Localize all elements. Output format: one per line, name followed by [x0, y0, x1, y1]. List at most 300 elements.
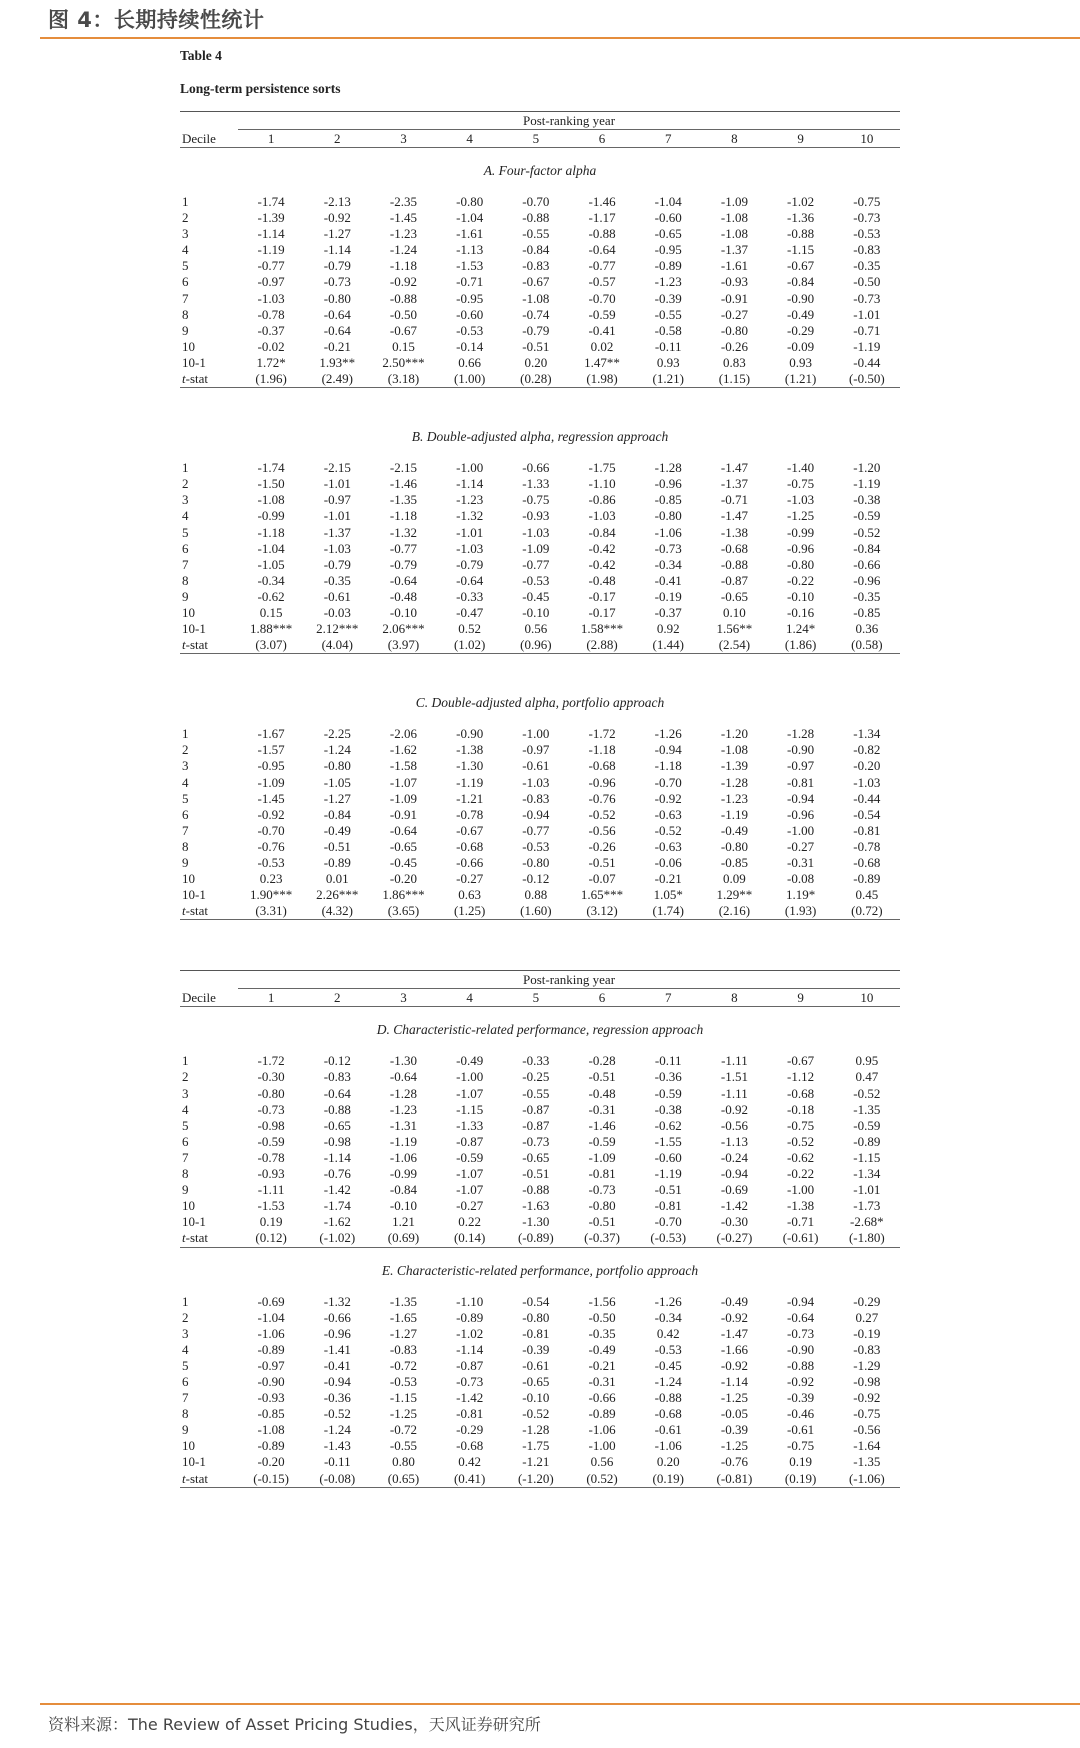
table-cell: -0.63	[654, 806, 682, 822]
table-cell: -1.23	[389, 1101, 418, 1117]
table-row	[180, 307, 900, 323]
table-cell: (0.14)	[437, 1230, 503, 1247]
table-cell: -0.85	[853, 604, 881, 620]
table-cell: -0.93	[720, 274, 748, 290]
table-cell: -0.52	[654, 822, 682, 838]
table-cell: -1.18	[389, 508, 418, 524]
table-cell: 2.50***	[382, 354, 425, 370]
table-cell: (-0.81)	[701, 1471, 767, 1488]
table-cell: -1.46	[389, 476, 418, 492]
table-cell: -0.61	[323, 588, 351, 604]
table-cell: (-0.08)	[304, 1471, 370, 1488]
table-cell: -0.60	[654, 1149, 682, 1165]
row-label: 3	[182, 1325, 189, 1341]
table-cell: (1.25)	[437, 903, 503, 920]
table-cell: -0.49	[588, 1341, 616, 1357]
table-cell: -0.51	[654, 1182, 682, 1198]
table-cell: -0.99	[389, 1166, 418, 1182]
table-cell: -1.07	[456, 1085, 484, 1101]
table-cell: -0.88	[389, 290, 418, 306]
table-cell: -0.55	[389, 1438, 418, 1454]
table-cell: -0.94	[787, 790, 815, 806]
table-cell: 0.15	[392, 338, 415, 354]
table-cell: -0.65	[720, 588, 748, 604]
table-row	[180, 291, 900, 307]
table-cell: (-0.37)	[569, 1230, 635, 1247]
table-row	[180, 541, 900, 557]
table-cell: -1.39	[257, 210, 285, 226]
table-cell: -0.55	[654, 306, 682, 322]
table-cell: -1.08	[257, 492, 285, 508]
table-row	[180, 508, 900, 524]
table-cell: -0.21	[588, 1357, 616, 1373]
table-cell: 1.24*	[785, 621, 816, 637]
table-cell: -1.08	[522, 290, 550, 306]
table-cell: (-0.89)	[503, 1230, 569, 1247]
table-cell: -1.13	[456, 242, 484, 258]
table-cell: -1.18	[257, 524, 285, 540]
table-cell: -0.87	[522, 1101, 550, 1117]
table-cell: 0.52	[458, 621, 482, 637]
row-label: 6	[182, 806, 189, 822]
column-header: 9	[768, 989, 834, 1007]
table-cell: -0.73	[853, 210, 881, 226]
table-cell: -0.76	[588, 790, 616, 806]
row-label: 5	[182, 1357, 189, 1373]
table-cell: -0.53	[522, 838, 550, 854]
row-label: 9	[182, 322, 189, 338]
table-cell: -1.37	[720, 476, 748, 492]
table-cell: -0.68	[853, 855, 881, 870]
table-cell: 0.42	[656, 1325, 680, 1341]
table-cell: -0.68	[588, 758, 616, 774]
table-cell: -0.72	[389, 1357, 418, 1373]
table-cell: -0.84	[389, 1182, 418, 1198]
table-cell: 2.26***	[316, 887, 359, 903]
table-cell: -0.59	[588, 1133, 616, 1149]
table-cell: -1.03	[323, 540, 351, 556]
table-cell: 0.22	[458, 1214, 482, 1230]
table-cell: 0.19	[259, 1214, 283, 1230]
table-cell: -0.72	[389, 1422, 418, 1438]
table-cell: -0.41	[323, 1357, 351, 1373]
table-cell: -0.51	[588, 855, 616, 870]
table-cell: -0.65	[389, 838, 418, 854]
table-row	[180, 1342, 900, 1358]
table-cell: -0.67	[456, 822, 484, 838]
table-cell: -0.64	[323, 306, 351, 322]
table-cell: -0.97	[323, 492, 351, 508]
table-cell: 0.88	[524, 887, 548, 903]
table-cell: -1.06	[654, 1438, 682, 1454]
table-cell: -0.62	[787, 1149, 815, 1165]
table-cell: -0.83	[522, 258, 550, 274]
table-row	[180, 1214, 900, 1230]
row-label: 4	[182, 508, 189, 524]
table-cell: -1.73	[853, 1198, 881, 1214]
table-cell: -0.21	[323, 338, 351, 354]
table-cell: -0.77	[588, 258, 616, 274]
table-cell: -0.52	[588, 806, 616, 822]
table-cell: 0.23	[259, 871, 283, 887]
table-cell: -1.00	[456, 460, 484, 476]
table-cell: -1.01	[456, 524, 484, 540]
table-cell: -1.45	[257, 790, 285, 806]
table-cell: (3.18)	[370, 371, 436, 388]
table-cell: -1.35	[389, 492, 418, 508]
table-cell: -1.11	[721, 1085, 748, 1101]
table-cell: -0.24	[720, 1149, 748, 1165]
table-row	[180, 839, 900, 855]
table-cell: -1.24	[654, 1373, 682, 1389]
table-cell: -1.47	[720, 1325, 748, 1341]
table-cell: -0.83	[853, 1341, 881, 1357]
table-cell: -0.59	[456, 1149, 484, 1165]
table-cell: -1.56	[588, 1293, 616, 1309]
table-cell: -0.96	[787, 540, 815, 556]
table-cell: -1.09	[588, 1149, 616, 1165]
table-cell: -0.80	[323, 290, 351, 306]
table-cell: -1.08	[720, 210, 748, 226]
table-cell: -1.00	[787, 822, 815, 838]
table-row	[180, 1230, 900, 1247]
table-cell: -0.98	[323, 1133, 351, 1149]
column-header: 4	[437, 989, 503, 1007]
table-cell: -0.78	[257, 1149, 285, 1165]
table-cell: -0.81	[787, 774, 815, 790]
table-cell: -1.42	[720, 1198, 748, 1214]
table-cell: -1.14	[456, 476, 484, 492]
table-cell: -1.36	[787, 210, 815, 226]
table-cell: -1.25	[787, 508, 815, 524]
table-cell: -0.59	[654, 1085, 682, 1101]
table-row	[180, 1134, 900, 1150]
table-cell: (0.69)	[370, 1230, 436, 1247]
table-cell: -0.75	[522, 492, 550, 508]
table-cell: -1.19	[853, 476, 881, 492]
table-cell: -0.64	[389, 822, 418, 838]
table-cell: -0.31	[588, 1101, 616, 1117]
table-cell: -0.29	[853, 1293, 881, 1309]
row-label: 10-1	[182, 621, 206, 637]
table-cell: -0.52	[853, 1085, 881, 1101]
table-cell: -0.62	[257, 588, 285, 604]
table-cell: -1.33	[522, 476, 550, 492]
table-cell: -1.09	[720, 194, 748, 209]
table-cell: -0.34	[654, 1309, 682, 1325]
column-header: 5	[503, 130, 569, 148]
table-cell: 1.05*	[653, 887, 683, 903]
table-cell: -2.13	[323, 194, 351, 209]
table-row	[180, 1294, 900, 1310]
table-cell: -1.61	[720, 258, 748, 274]
table-cell: -1.25	[720, 1390, 748, 1406]
table-cell: -0.80	[588, 1198, 616, 1214]
table-cell: -0.75	[787, 1438, 815, 1454]
table-cell: -1.24	[323, 742, 351, 758]
table-cell: -0.53	[456, 322, 484, 338]
table-cell: -0.68	[654, 1406, 682, 1422]
row-label: 3	[182, 226, 189, 242]
table-cell: -0.93	[257, 1166, 285, 1182]
post-ranking-year-label: Post-ranking year	[238, 971, 900, 989]
table-cell: -1.64	[853, 1438, 881, 1454]
table-subtitle: Long-term persistence sorts	[180, 81, 341, 96]
table-cell: -0.65	[654, 226, 682, 242]
table-cell: -1.24	[323, 1422, 351, 1438]
table-cell: -1.72	[588, 726, 616, 742]
row-label: 4	[182, 1341, 189, 1357]
table-cell: -1.27	[323, 790, 351, 806]
table-row	[180, 791, 900, 807]
table-cell: -0.56	[853, 1422, 881, 1438]
table-cell: -0.88	[787, 1357, 815, 1373]
table-cell: -1.17	[588, 210, 616, 226]
panel-title: C. Double-adjusted alpha, portfolio approach	[415, 695, 665, 711]
table-cell: -1.01	[853, 306, 881, 322]
table-cell: 0.19	[789, 1454, 812, 1470]
table-cell: -0.44	[853, 790, 881, 806]
table-cell: 0.45	[855, 887, 879, 903]
table-cell: -0.96	[654, 476, 682, 492]
table-cell: -1.03	[787, 492, 815, 508]
row-label: 5	[182, 790, 189, 806]
table-cell: -0.96	[853, 572, 881, 588]
table-cell: -0.98	[853, 1373, 881, 1389]
table-cell: -1.26	[654, 726, 682, 742]
table-cell: -0.68	[787, 1085, 815, 1101]
table-cell: -1.19	[456, 774, 484, 790]
table-cell: (1.74)	[635, 903, 701, 920]
table-cell: -0.42	[588, 556, 616, 572]
table-cell: -1.26	[654, 1293, 682, 1309]
table-cell: (1.21)	[635, 371, 701, 388]
table-cell: -1.11	[257, 1182, 285, 1198]
row-label: 10-1	[182, 1454, 206, 1470]
table-cell: (0.52)	[569, 1471, 635, 1488]
table-cell: -0.61	[654, 1422, 682, 1438]
table-row	[180, 1438, 900, 1454]
table-cell: -1.20	[720, 726, 748, 742]
table-cell: -0.65	[522, 1149, 550, 1165]
row-label: 8	[182, 838, 189, 854]
row-label: t-stat	[180, 1230, 238, 1247]
table-cell: -1.23	[456, 492, 484, 508]
table-label: Table 4	[180, 48, 222, 63]
table-cell: -1.11	[721, 1053, 748, 1069]
table-cell: -0.30	[720, 1214, 748, 1230]
table-cell: -0.53	[257, 855, 285, 870]
table-cell: (3.07)	[238, 637, 304, 654]
table-cell: -0.95	[257, 758, 285, 774]
table-cell: -0.98	[257, 1117, 285, 1133]
table-cell: -1.15	[787, 242, 815, 258]
table-cell: -0.49	[720, 822, 748, 838]
row-label: 1	[182, 194, 189, 209]
table-cell: 0.63	[458, 887, 482, 903]
table-cell: -0.73	[588, 1182, 616, 1198]
column-header: 4	[437, 130, 503, 148]
table-cell: -1.46	[588, 1117, 616, 1133]
table-cell: -1.67	[257, 726, 285, 742]
table-cell: (1.00)	[437, 371, 503, 388]
table-cell: -1.74	[257, 460, 285, 476]
table-cell: -0.64	[389, 1069, 418, 1085]
row-label: 4	[182, 774, 189, 790]
table-cell: -1.15	[456, 1101, 484, 1117]
table-cell: -0.95	[456, 290, 484, 306]
table-cell: -0.88	[522, 210, 550, 226]
table-cell: -0.73	[456, 1373, 484, 1389]
table-cell: -1.23	[720, 790, 748, 806]
table-cell: (3.65)	[370, 903, 436, 920]
table-row	[180, 1166, 900, 1182]
table-cell: -0.77	[257, 258, 285, 274]
table-cell: -0.71	[456, 274, 484, 290]
table-cell: -1.25	[389, 1406, 418, 1422]
table-cell: -1.30	[389, 1053, 418, 1069]
row-label: 4	[182, 242, 189, 258]
table-cell: (-1.02)	[304, 1230, 370, 1247]
table-cell: -1.03	[522, 524, 550, 540]
table-cell: 1.19*	[785, 887, 816, 903]
table-cell: -0.85	[720, 855, 748, 870]
table-cell: -1.45	[389, 210, 418, 226]
row-label: 8	[182, 1166, 189, 1182]
table-cell: -0.80	[456, 194, 484, 209]
table-cell: -0.34	[654, 556, 682, 572]
table-cell: -0.88	[588, 226, 616, 242]
table-cell: -1.06	[588, 1422, 616, 1438]
table-cell: -0.37	[257, 322, 285, 338]
table-cell: 0.15	[259, 604, 283, 620]
table-cell: -0.51	[588, 1069, 616, 1085]
panel-title: E. Characteristic-related performance, portfolio approach	[381, 1262, 699, 1278]
table-cell: (0.12)	[238, 1230, 304, 1247]
table-cell: -0.88	[522, 1182, 550, 1198]
table-cell: 1.58***	[580, 621, 624, 637]
table-cell: -0.64	[389, 572, 418, 588]
table-cell: -1.01	[853, 1182, 881, 1198]
table-cell: -0.50	[389, 306, 418, 322]
table-cell: -0.34	[257, 572, 285, 588]
table-cell: -0.48	[588, 1085, 616, 1101]
table-row	[180, 637, 900, 654]
table-row	[180, 605, 900, 621]
table-cell: -0.20	[389, 871, 418, 887]
row-label: 10-1	[182, 1214, 206, 1230]
table-cell: -0.92	[720, 1101, 748, 1117]
row-label: 1	[182, 460, 189, 476]
table-cell: -0.35	[323, 572, 351, 588]
column-header-row	[180, 989, 900, 1007]
table-cell: -0.68	[720, 540, 748, 556]
table-cell: -1.07	[456, 1166, 484, 1182]
table-cell: -0.02	[257, 338, 285, 354]
table-cell: -0.20	[853, 758, 881, 774]
table-cell: -1.38	[720, 524, 748, 540]
table-cell: -0.92	[389, 274, 418, 290]
table-cell: -0.29	[456, 1422, 484, 1438]
table-cell: -0.35	[588, 1325, 616, 1341]
table-cell: -2.35	[389, 194, 418, 209]
table-cell: 0.09	[723, 871, 746, 887]
table-cell: -0.39	[720, 1422, 748, 1438]
table-cell: -0.87	[522, 1117, 550, 1133]
table-row	[180, 1118, 900, 1134]
table-cell: -0.60	[456, 306, 484, 322]
table-cell: -1.29	[853, 1357, 881, 1373]
table-cell: -0.27	[720, 306, 748, 322]
table-cell: -1.03	[456, 540, 484, 556]
table-cell: -1.15	[853, 1149, 881, 1165]
table-cell: 1.21	[392, 1214, 415, 1230]
table-cell: -1.74	[323, 1198, 351, 1214]
table-cell: -0.97	[257, 1357, 285, 1373]
table-cell: -0.60	[654, 210, 682, 226]
table-cell: -0.12	[323, 1053, 351, 1069]
table-cell: -0.97	[257, 274, 285, 290]
table-cell: -0.53	[389, 1373, 418, 1389]
table-cell: -0.26	[720, 338, 748, 354]
table-cell: -0.92	[720, 1357, 748, 1373]
table-cell: -1.14	[257, 226, 285, 242]
table-cell: 0.92	[656, 621, 680, 637]
table-cell: 0.10	[723, 604, 746, 620]
table-cell: -1.09	[522, 540, 550, 556]
table-cell: -1.10	[456, 1293, 484, 1309]
table-cell: -0.92	[853, 1390, 881, 1406]
row-label: 9	[182, 855, 189, 870]
table-cell: -1.35	[853, 1101, 881, 1117]
row-label: 10	[182, 871, 195, 887]
table-cell: -0.92	[323, 210, 351, 226]
table-cell: -1.34	[853, 1166, 881, 1182]
table-cell: -0.58	[654, 322, 682, 338]
table-cell: -1.00	[456, 1069, 484, 1085]
table-cell: (0.72)	[834, 903, 900, 920]
table-cell: -1.08	[720, 742, 748, 758]
table-cell: -0.54	[522, 1293, 550, 1309]
table-cell: -1.58	[389, 758, 418, 774]
table-cell: -1.51	[720, 1069, 748, 1085]
table-cell: 1.65***	[580, 887, 624, 903]
table-part-1	[180, 111, 900, 920]
table-cell: -1.21	[522, 1454, 550, 1470]
table-cell: -0.66	[456, 855, 484, 870]
row-label: 10-1	[182, 887, 206, 903]
table-cell: -1.43	[323, 1438, 351, 1454]
table-cell: -0.88	[323, 1101, 351, 1117]
table-cell: -1.40	[787, 460, 815, 476]
table-cell: -1.04	[257, 540, 285, 556]
table-cell: -0.66	[522, 460, 550, 476]
panel-title-row	[180, 414, 900, 460]
row-label: 10	[182, 604, 195, 620]
table-cell: -1.02	[456, 1325, 484, 1341]
table-cell: -0.80	[720, 838, 748, 854]
table-cell: -0.28	[588, 1053, 616, 1069]
table-row	[180, 1069, 900, 1085]
table-row	[180, 1406, 900, 1422]
table-cell: 0.56	[524, 621, 548, 637]
table-cell: 0.93	[656, 354, 680, 370]
table-cell: -1.00	[787, 1182, 815, 1198]
table-cell: -0.20	[257, 1454, 285, 1470]
table-cell: (2.16)	[701, 903, 767, 920]
table-row	[180, 242, 900, 258]
table-cell: -0.92	[257, 806, 285, 822]
